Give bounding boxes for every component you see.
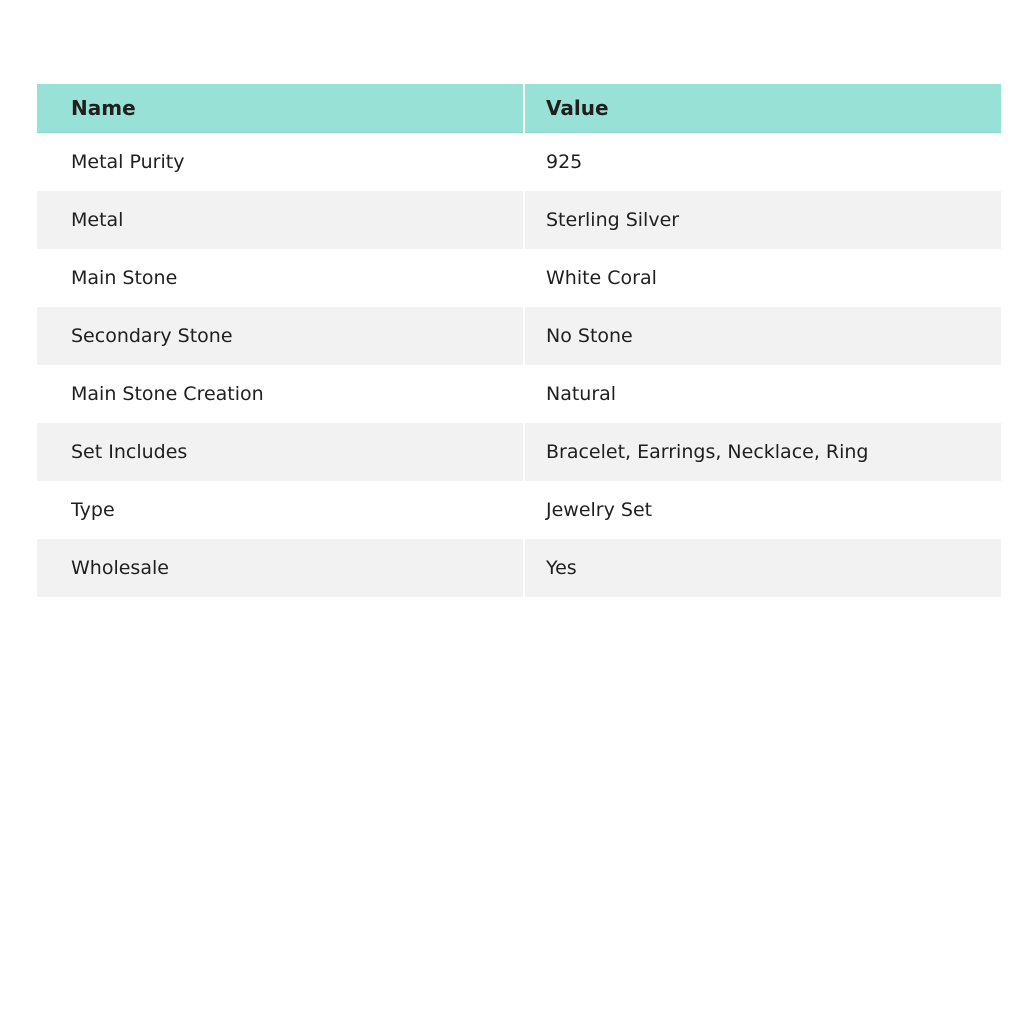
row-value-cell: No Stone — [525, 307, 1001, 365]
table-row — [37, 191, 1001, 249]
table-row — [37, 307, 1001, 365]
table-header-row — [37, 84, 1001, 133]
row-name-cell: Main Stone — [37, 249, 523, 307]
row-value-cell: Bracelet, Earrings, Necklace, Ring — [525, 423, 1001, 481]
table-row — [37, 539, 1001, 597]
table-row — [37, 133, 1001, 191]
table-body — [37, 133, 1001, 597]
table-row — [37, 365, 1001, 423]
row-value-cell: Natural — [525, 365, 1001, 423]
row-name-cell: Metal Purity — [37, 133, 523, 191]
row-name-cell: Wholesale — [37, 539, 523, 597]
row-name-cell: Set Includes — [37, 423, 523, 481]
product-attributes-table — [37, 84, 1001, 597]
row-value-cell: White Coral — [525, 249, 1001, 307]
row-name-cell: Main Stone Creation — [37, 365, 523, 423]
row-name-cell: Secondary Stone — [37, 307, 523, 365]
table-row — [37, 423, 1001, 481]
table-row — [37, 481, 1001, 539]
column-header-name: Name — [37, 84, 523, 133]
row-value-cell: Sterling Silver — [525, 191, 1001, 249]
column-header-value: Value — [525, 84, 1001, 133]
table-row — [37, 249, 1001, 307]
row-name-cell: Metal — [37, 191, 523, 249]
row-value-cell: 925 — [525, 133, 1001, 191]
row-value-cell: Jewelry Set — [525, 481, 1001, 539]
row-name-cell: Type — [37, 481, 523, 539]
row-value-cell: Yes — [525, 539, 1001, 597]
